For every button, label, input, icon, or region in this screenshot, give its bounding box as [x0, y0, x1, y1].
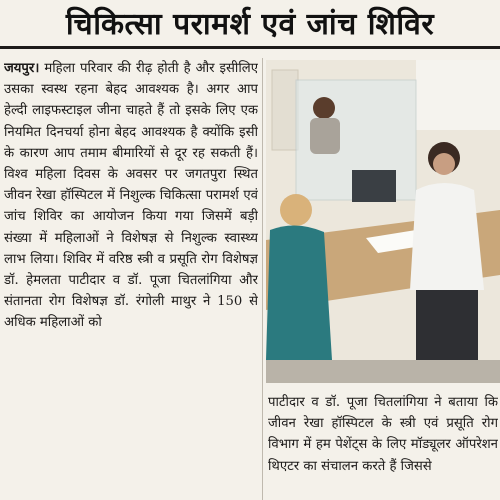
- photo-window: [416, 60, 500, 130]
- body-left-text: महिला परिवार की रीढ़ होती है और इसीलिए उसका स्वस्थ रहना बेहद आवश्यक है। अगर आप हेल्दी लाइफस्टाइल जीना चाहते हैं तो इसके लिए एक नियमित दिनचर्या होना बेहद आवश्यक है क्योंकि इसी के कारण आप तमाम बीमारियों से दूर रह सकती हैं। विश्व महिला दिवस के अवसर पर जगतपुरा स्थित जीवन रेखा हॉस्पिटल में निशुल्क चिकित्सा परामर्श एवं जांच शिविर का आयोजन किया गया जिसमें बड़ी संख्या में महिलाओं ने विशेषज्ञ से निशुल्क स्वास्थ्य लाभ लिया। शिविर में वरिष्ठ स्त्री व प्रसूति रोग विशेषज्ञ डॉ. हेमलता पाटीदार व डॉ. पूजा चितलांगिया और संतानता रोग विशेषज्ञ डॉ. रंगोली माथुर ने 150 से अधिक महिलाओं को: [4, 61, 258, 331]
- article-photo: [266, 60, 500, 383]
- article-headline: चिकित्सा परामर्श एवं जांच शिविर: [65, 6, 435, 42]
- article-column-right: [268, 392, 498, 500]
- photo-illustration: [266, 60, 500, 383]
- photo-monitor: [352, 170, 396, 202]
- article-body-right: पाटीदार व डॉ. पूजा चितलांगिया ने बताया कि जीवन रेखा हॉस्पिटल के स्त्री एवं प्रसूति रोग विभाग में हम पेशेंट्स के लिए मॉड्यूलर ऑपरेशन थिएटर का संचालन करते हैं जिससे: [268, 395, 498, 474]
- photo-patient-dress: [266, 225, 332, 360]
- photo-poster: [272, 70, 298, 150]
- photo-doctor-coat: [410, 183, 484, 290]
- photo-man-body: [310, 118, 340, 154]
- photo-patient-scarf: [280, 194, 312, 226]
- photo-man-head: [313, 97, 335, 119]
- column-divider: [262, 58, 263, 500]
- photo-doctor-face: [433, 153, 455, 175]
- photo-floor: [266, 360, 500, 383]
- headline-rule: [0, 46, 500, 49]
- article-column-left: [4, 58, 258, 500]
- article-body-left: [4, 58, 258, 334]
- dateline: जयपुर।: [4, 61, 40, 76]
